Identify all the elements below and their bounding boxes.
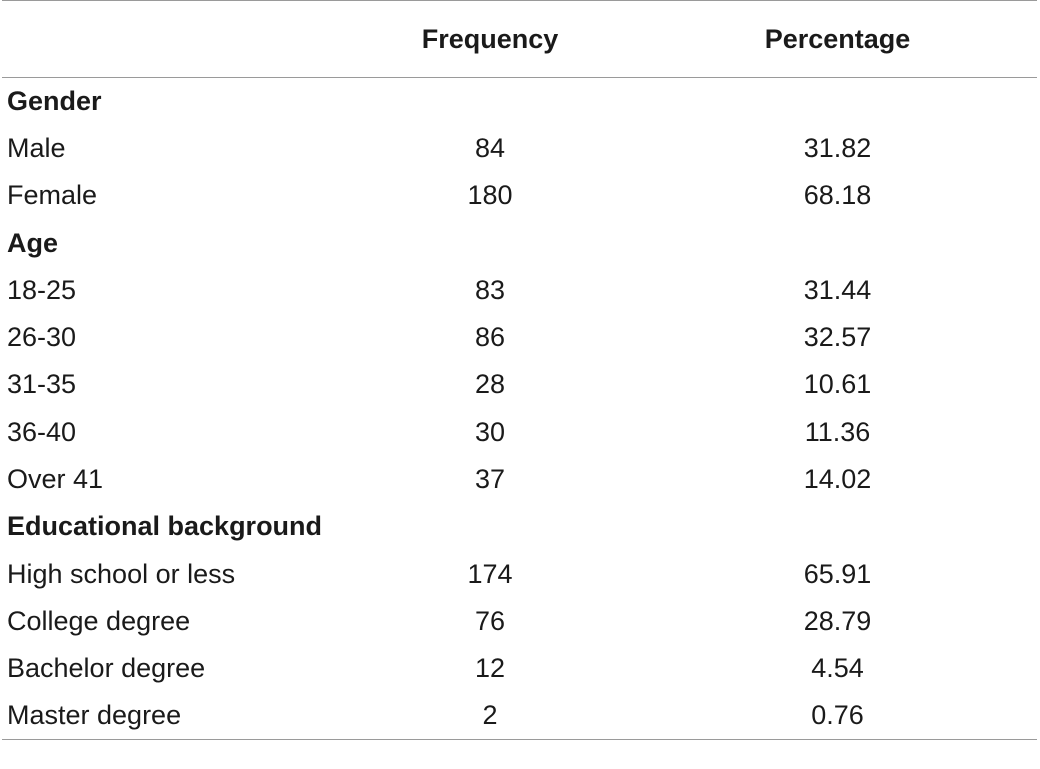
section-row-age [2, 219, 1037, 266]
row-frequency: 76 [474, 605, 506, 636]
row-frequency: 174 [467, 558, 513, 589]
row-label: Master degree [2, 692, 342, 739]
table-row [2, 598, 1037, 645]
table-header [2, 1, 1037, 78]
table-row [2, 361, 1037, 408]
row-percentage: 65.91 [803, 558, 872, 589]
header-percentage: Percentage [638, 1, 1037, 78]
table-row [2, 314, 1037, 361]
section-title: Educational background [7, 511, 323, 542]
row-percentage: 11.36 [804, 416, 871, 447]
row-percentage: 31.82 [803, 132, 872, 163]
table-body [2, 78, 1037, 740]
row-label: College degree [7, 605, 191, 636]
row-percentage: 68.18 [803, 180, 872, 211]
table-row [2, 456, 1037, 503]
row-frequency: 83 [474, 274, 506, 305]
section-title: Age [7, 227, 59, 258]
row-frequency: 180 [467, 180, 513, 211]
table-row [2, 692, 1037, 739]
table-row [2, 125, 1037, 172]
row-label: 36-40 [7, 416, 77, 447]
row-label: Over 41 [7, 464, 104, 495]
section-row-gender [2, 78, 1037, 125]
row-frequency: 30 [474, 416, 506, 447]
demographics-table [2, 0, 1037, 740]
row-percentage: 28.79 [803, 605, 872, 636]
row-label: Female [7, 180, 98, 211]
row-label: 31-35 [7, 369, 77, 400]
section-title: Gender [7, 85, 102, 116]
section-row-education [2, 503, 1037, 550]
row-label: Bachelor degree [7, 653, 206, 684]
row-frequency: 2 [342, 692, 638, 739]
row-frequency: 28 [474, 369, 506, 400]
row-percentage: 10.61 [803, 369, 872, 400]
row-label: Male [7, 132, 66, 163]
row-frequency: 84 [474, 132, 506, 163]
table-row [2, 267, 1037, 314]
row-label: High school or less [7, 558, 236, 589]
demographics-table-container [2, 0, 1037, 740]
row-frequency: 12 [474, 653, 506, 684]
row-frequency: 37 [474, 464, 506, 495]
table-row [2, 172, 1037, 219]
row-percentage: 4.54 [811, 653, 864, 684]
row-percentage: 0.76 [638, 692, 1037, 739]
table-row [2, 645, 1037, 692]
row-percentage: 31.44 [803, 274, 872, 305]
header-row [2, 1, 1037, 78]
header-label-column [2, 1, 342, 78]
row-label: 18-25 [7, 274, 77, 305]
row-frequency: 86 [474, 322, 506, 353]
row-percentage: 14.02 [803, 464, 872, 495]
row-percentage: 32.57 [803, 322, 872, 353]
table-row [2, 550, 1037, 597]
table-row [2, 409, 1037, 456]
row-label: 26-30 [7, 322, 77, 353]
header-frequency: Frequency [342, 1, 638, 78]
